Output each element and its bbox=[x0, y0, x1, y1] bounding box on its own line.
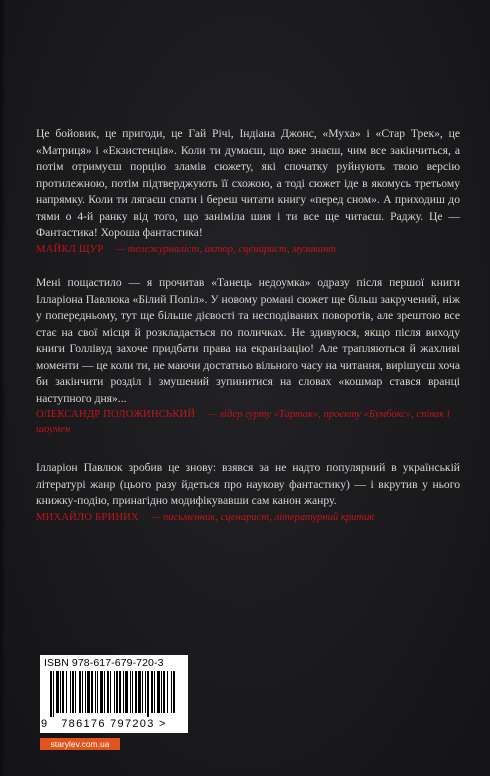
barcode-stripe bbox=[110, 671, 111, 713]
publisher-site-tag bbox=[40, 738, 120, 750]
barcode-stripe bbox=[50, 671, 52, 717]
barcode-stripe bbox=[53, 671, 54, 717]
barcode-stripe bbox=[56, 671, 59, 713]
review-text: Мені пощастило — я прочитав «Танець недоумка» одразу після першої книги Ілларіона Павлюка «Білий Попіл». У новому романі сюжет ще більш закручений, ніж у попередньому, тут ще більше дієвості та несподіваних поворотів, але зрештою все стає на свої місця й розкладається по поличках. Не здивуюся, якщо після виходу книги Голлівуд захоче придбати права на екранізацію! Але трапляються й жахливі моменти — це коли ти, не маючи достатньо вільного часу на читання, вирішуєш хоча би закінчити розділ і змушений зупинитися на словах «кошмар стався вранці наступного дня»... bbox=[36, 276, 460, 405]
review-author-role: — лідер гурту «Тартак», проєкту «Бумбокс», співак і шоумен bbox=[36, 409, 450, 435]
barcode-digit-groups: 786176 797203 > bbox=[61, 718, 167, 730]
barcode-bars bbox=[50, 671, 178, 717]
isbn-barcode-label bbox=[40, 655, 188, 733]
barcode-stripe bbox=[142, 671, 143, 713]
review-text: Це бойовик, це пригоди, це Гай Річі, Індіана Джонс, «Муха» і «Стар Трек», це «Матриця» і «Екзистенція». Коли ти думаєш, що вже знаєш, чим все закінчиться, а потім отримуєш порцію зламів сюжету, які спочатку руйнують твою версію протилежною, потім підтверджують її схожою, а тоді сюжет іде в якомусь третьому напрямку. Коли ти лягаєш спати і береш читати книгу «перед сном». А приходиш до тями о 4-й ранку від того, що заніміла шия і ти все ще читаєш. Раджу. Це — Фантастика! Хороша фантастика! bbox=[36, 127, 460, 239]
barcode-stripe bbox=[130, 671, 131, 713]
barcode-stripe bbox=[107, 671, 109, 713]
barcode-stripe bbox=[123, 671, 124, 713]
barcode-stripe bbox=[173, 671, 175, 713]
barcode-stripe bbox=[100, 671, 103, 713]
barcode-digits bbox=[40, 718, 188, 730]
review-text: Ілларіон Павлюк зробив це знову: взявся за не надто популярний в українській літературі жанр (цього разу йдеться про наукову фантастику) — і вкрутив у нього книжку-подію, принагідно модифікувавши сам канон жанру. bbox=[36, 461, 460, 507]
barcode-stripe bbox=[95, 671, 96, 713]
review-author: МАЙКЛ ЩУР bbox=[36, 243, 104, 255]
barcode-stripe bbox=[135, 671, 137, 713]
review-author-role: — письменник, сценарист, літературний критик bbox=[150, 511, 375, 523]
barcode-stripe bbox=[62, 671, 64, 713]
barcode-stripe bbox=[79, 671, 81, 713]
barcode-stripe bbox=[85, 671, 86, 713]
review-author-role: — тележурналіст, актор, сценарист, музикант bbox=[115, 243, 337, 255]
barcode-stripe bbox=[72, 671, 74, 713]
isbn-text: ISBN 978-617-679-720-3 bbox=[44, 657, 164, 669]
barcode-stripe bbox=[154, 671, 155, 713]
barcode-stripe bbox=[82, 671, 83, 713]
barcode-stripe bbox=[132, 671, 133, 713]
barcode-stripe bbox=[161, 671, 162, 713]
barcode-stripe bbox=[70, 671, 71, 713]
review-credit bbox=[36, 510, 460, 525]
barcode-stripe bbox=[75, 671, 76, 713]
barcode-stripe bbox=[104, 671, 105, 713]
barcode-stripe bbox=[167, 671, 168, 713]
barcode-first-digit: 9 bbox=[41, 718, 49, 730]
spine-shadow bbox=[0, 0, 6, 776]
barcode-stripe bbox=[116, 671, 118, 713]
review-block-2 bbox=[36, 275, 460, 437]
publisher-site-url: starylev.com.ua bbox=[50, 739, 110, 749]
review-block-3 bbox=[36, 460, 460, 525]
barcode-stripe bbox=[147, 671, 149, 717]
barcode-stripe bbox=[171, 671, 172, 713]
barcode-stripe bbox=[157, 671, 160, 713]
barcode-stripe bbox=[97, 671, 98, 713]
barcode-stripe bbox=[125, 671, 128, 713]
barcode-stripe bbox=[66, 671, 67, 713]
review-author: МИХАЙЛО БРИНИХ bbox=[36, 511, 139, 523]
review-credit bbox=[36, 407, 460, 437]
barcode-stripe bbox=[119, 671, 121, 713]
review-credit bbox=[36, 242, 460, 257]
review-block-1 bbox=[36, 126, 460, 257]
barcode-stripe bbox=[114, 671, 115, 713]
barcode-stripe bbox=[145, 671, 146, 713]
barcode-stripe bbox=[163, 671, 165, 713]
barcode-stripe bbox=[91, 671, 93, 713]
barcode-stripe bbox=[151, 671, 153, 713]
barcode-stripe bbox=[138, 671, 141, 713]
barcode-stripe bbox=[60, 671, 61, 713]
review-author: ОЛЕКСАНДР ПОЛОЖИНСЬКИЙ bbox=[36, 409, 196, 420]
barcode-stripe bbox=[87, 671, 90, 713]
